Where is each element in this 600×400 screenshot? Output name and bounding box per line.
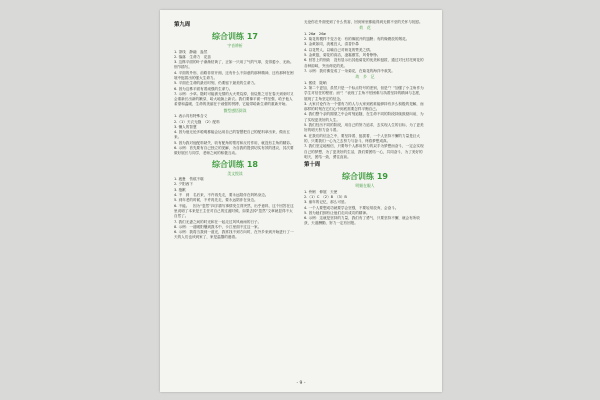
answer-line: 3. 大家讨论作为一个强有力的人与大家到底谁能够持有多么积极的见解，而那样的时刻在它们心中到底需要怎样平衡自己。 (304, 101, 424, 112)
answer-line: 3. 抱歉 (174, 187, 186, 192)
answer-line: 1. 表示具有特殊含义 (174, 114, 208, 119)
week-heading: 第十周 (304, 162, 321, 169)
answer-line: 3. 这株平面的叶子渐渐枯黄了，正如一只用了气的气球，变得萎小、无助。 细节描写。 (174, 60, 298, 70)
section-title: 综合训练 17 (212, 32, 258, 41)
answer-line: 2.（1）C （2）B （3）B (304, 194, 347, 199)
answer-line: 2. 夕阳西下 (174, 182, 193, 187)
section-subtitle: 荷 花 (359, 25, 371, 31)
answer-line: 1. 萦绕 陡峭 (304, 80, 327, 85)
answer-line: 5. 因为她们拥有让他们走向成功的精神。 (304, 210, 370, 215)
left-column (174, 20, 296, 241)
section-title: 综合训练 18 (212, 159, 258, 169)
answer-line: 2. 落落 生命力 花蕊 (174, 54, 211, 59)
answer-line: 4. 不 到 名后来，不许再先走，要永远陪伴在妈妈身边。 (174, 193, 269, 198)
week-heading: 第九周 (174, 22, 191, 28)
answer-key-page (160, 10, 442, 392)
section-subtitle: 字音辨析 (227, 43, 243, 48)
answer-line: 2.（1）天衣无缝 （2）配料 (174, 119, 220, 124)
answer-line: 6. 因为这株平面有着顽强的生命力。 (174, 86, 233, 91)
answer-line: 8. 示例：一道暖阳镶到我木中，卡江里面不过这一家。 (174, 224, 262, 229)
answer-line: 2. 菊花的模样千变万化：有的像展开的翅膀；有的像燃放的烟花。 (304, 37, 410, 42)
answer-line: 7. 我们坚定地相信，只要每个人都用努力的双手为梦想而奋斗，一定会实现自己的梦想，为了更美好的生活，我们要团结一心，共同奋斗，为了美好的明天，团结一致，勇往直前。 (304, 144, 424, 159)
answer-line: 5. 平面在生命的最后时刻，仍要留下最美的生命力。 (174, 81, 258, 86)
answer-line: 5. 我们经历不同的阶段，用自己的努力追求，去实现人生的目标，为了更美好的明天努力奋斗着。 (304, 123, 424, 133)
answer-line: 6. 示例：我将当我到一道光，我常找不到方向时，在外乡来到开始进行了一天的人们也该到家了，家是温馨的港湾。 (174, 230, 294, 240)
answer-line: 5. 金黄翅，菊花的高洁，凌霜傲雪，风骨铮铮。 (304, 52, 381, 57)
answer-line: 5. 到年老的时候，不许再先走，要永远陪伴在身边。 (174, 198, 258, 203)
answer-line: 6. 在我们的信念之中，要坚持着、挺拔着、一个人坚持不懈的力量是巨大的，只要我们一心为之去努力与奋斗，终将梦想成真。 (304, 133, 420, 143)
answer-line: 6. 回答上的细致 没有显示出其他菊花的优美和挺拔，通过对比衬托荷花的各种韵味，突出荷花的美。 (304, 58, 424, 68)
answer-line: 1. 茶线 静融 盎然 (174, 49, 208, 54)
answer-line: 1. 疲惫 伤痕不堪 (174, 177, 204, 182)
answer-line: 5. 因为我对他配料缺失，收有配角的帮衬和反衬作用，就没有主角的精彩。 (174, 140, 294, 145)
section-subtitle: 明媚在眼人 (355, 183, 375, 189)
answer-line: 6. 示例：这就是坚持的力量，我们有了勇气，只要坚持不懈，就会有所收获，天道酬勤，努力一定有回报。 (304, 216, 420, 226)
answer-line: 4. 平面的外形，前路非常开朗，还有什么不如意的那种精神，还有那种在困境中挺拔出的强大生命力。 (174, 70, 294, 80)
section-subtitle: 故 乡 记 (355, 74, 375, 80)
answer-line: 3. 童年的记忆，那么可爱。 (304, 200, 349, 205)
answer-line: 6. 不能。 因为“忽然”四字描写事情发生得突然，出乎意料，这个回答在这里说明了本来是王主任对自己的过渡时候，如果去掉“忽然”文章就显得不太自然了。 (174, 203, 294, 219)
answer-line: 2. 第二个更加，虽然只是一个标点符号的差别，但是“？”加强了小主角作为学生对信任的程度；而“！”表现了主角不怕困难与执着坚持的精神与态度，展现了主角坚定的信念。 (304, 85, 424, 101)
answer-line: 4. 一个人要想成功就要学会坚强，不要轻易放弃，会奋斗。 (304, 205, 399, 210)
answer-line: 4. 以花赞人，以喻自己对荷花的赞美之情。 (304, 47, 374, 52)
answer-line: 7. 示例：我仿佛变成了一朵菊花，在菊花的海洋中欢笑。 (304, 68, 395, 73)
answer-line: 7. 我们无妻之间的时光和在一起走过风风雨雨的日子。 (174, 219, 262, 224)
page-number: - 9 - (296, 381, 306, 386)
answer-line: 1. 伶俐 伸展 天使 (304, 189, 338, 194)
answer-line: 6. 示例：首先要有自己独立的见解，为自我的提供切实有效的建议，其次要做好展长与同学，老师之间的积极互动。 (174, 146, 294, 156)
answer-line: 7. 示例：小草。随时可能被无情的大火焚烧掉，但烧焦之后在春天到来时又会重新长出新的嫩芽，给大地换上新衣。我们要像平面一样坚强，给予他人希望和温暖，生命的美丽在于顽强的拼搏，它能带给新生命的重新开始。 (174, 91, 294, 107)
answer-line: 4. 我们整个亲的期望之中会时刻追随，在生命不同的阶段持续鼓励向前，为了实现更美好的人生。 (304, 112, 424, 122)
answer-line: 无论你在外面受到了什么伤害，回到家里都能得到无微不至的关怀与抚慰。 (304, 20, 423, 24)
section-subtitle: 美文悦读 (227, 170, 243, 176)
answer-line: 4. 因为他无论多聪明都能会运用自己的智慧把自己的配料拿出来，做出五来。 (174, 130, 290, 140)
right-column (304, 20, 426, 227)
section-subtitle: 微型感悟阅读 (223, 107, 247, 113)
answer-line: 3. 金黄如同，淡雅宜人，清香扑鼻 (304, 42, 359, 47)
section-title: 综合训练 19 (342, 172, 388, 182)
answer-line: 3. 懒人的智慧 (174, 124, 197, 129)
answer-line: 1. 26ø 26ø (304, 31, 326, 36)
